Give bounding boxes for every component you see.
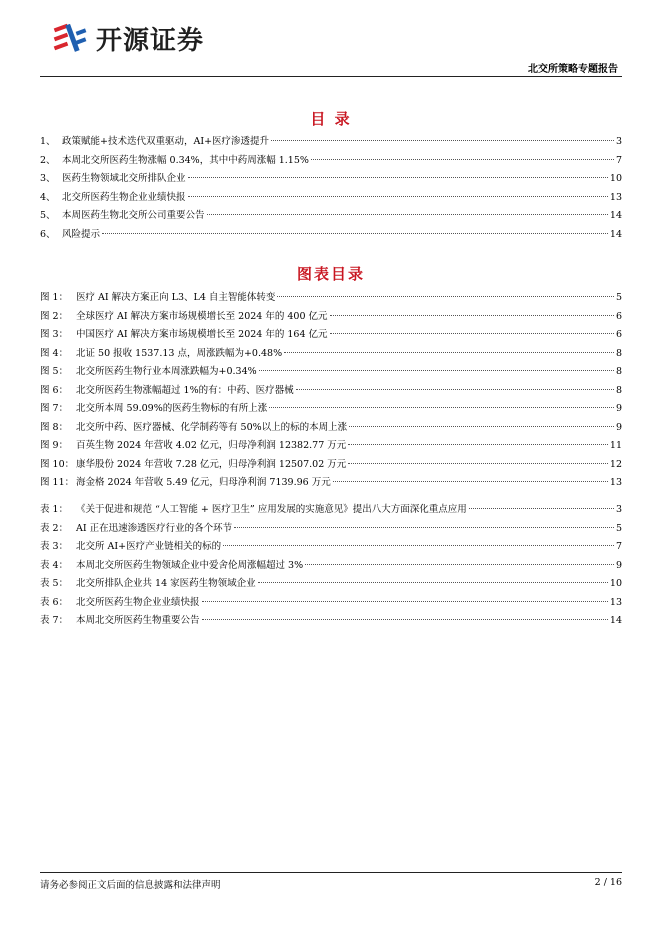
table-entry[interactable] [40,538,622,557]
footer-divider [40,872,622,873]
figure-entry[interactable] [40,474,622,493]
entry-title: AI 正在迅速渗透医疗行业的各个环节 [76,522,233,534]
table-entry[interactable] [40,612,622,631]
entry-number: 5、 [40,210,56,221]
entry-page-number: 13 [609,477,622,488]
dot-leader [330,315,614,316]
dot-leader [277,296,614,297]
toc-entry[interactable] [40,152,622,171]
entry-number: 6、 [40,228,56,240]
entry-page-number: 8 [615,384,622,396]
entry-number: 3、 [40,173,56,184]
entry-number: 表 7： [40,615,69,626]
dot-leader [234,527,614,528]
entry-page-number: 10 [609,578,622,589]
dot-leader [330,333,614,334]
dot-leader [188,177,608,178]
entry-title: 百英生物 2024 年营收 4.02 亿元，归母净利润 12382.77 万元 [76,440,347,451]
logo-mark-icon [52,22,90,56]
entry-number: 2、 [40,154,56,166]
entry-number: 1、 [40,136,56,147]
figure-entry[interactable] [40,382,622,401]
toc-entry[interactable] [40,189,622,208]
toc-entry[interactable] [40,133,622,152]
entry-number: 图 4： [40,347,69,359]
entry-page-number: 8 [615,366,622,377]
dot-leader [202,601,608,602]
entry-page-number: 14 [609,228,622,240]
entry-title: 海金格 2024 年营收 5.49 亿元，归母净利润 7139.96 万元 [76,477,331,488]
figure-entry[interactable] [40,437,622,456]
toc-title: 目 录 [310,110,352,128]
table-entry[interactable] [40,594,622,613]
entry-number: 表 4： [40,559,69,571]
entry-page-number: 13 [609,191,622,203]
entry-title: 北证 50 报收 1537.13 点，周涨跌幅为+0.48% [76,347,283,359]
toc-list [40,133,622,244]
entry-number: 图 3： [40,329,69,340]
entry-title: 北交所医药生物企业业绩快报 [62,191,186,203]
entry-number: 图 6： [40,384,69,396]
entry-page-number: 6 [615,310,622,322]
toc-entry[interactable] [40,226,622,245]
dot-leader [207,214,608,215]
toc-entry[interactable] [40,207,622,226]
logo-text: 开源证券 [96,26,205,56]
entry-page-number: 5 [615,292,622,303]
figure-entry[interactable] [40,419,622,438]
entry-title: 《关于促进和规范 “人工智能 + 医疗卫生” 应用发展的实施意见》提出八大方面深化重点应用 [76,504,467,515]
entry-number: 图 11： [40,477,75,488]
entry-page-number: 3 [615,504,622,515]
header-divider [40,76,622,77]
entry-number: 表 1： [40,504,69,515]
entry-title: 本周北交所医药生物领域企业中爱舍伦周涨幅超过 3% [76,559,304,571]
dot-leader [311,159,614,160]
entry-title: 北交所中药、医疗器械、化学制药等有 50%以上的标的本周上涨 [76,421,348,433]
entry-page-number: 6 [615,329,622,340]
toc-entry[interactable] [40,170,622,189]
entry-page-number: 11 [609,440,622,451]
dot-leader [305,564,614,565]
entry-page-number: 10 [609,173,622,184]
dot-leader [469,508,614,509]
entry-page-number: 14 [609,210,622,221]
entry-title: 风险提示 [62,228,101,240]
dot-leader [258,582,608,583]
entry-page-number: 14 [609,615,622,626]
entry-title: 北交所医药生物行业本周涨跌幅为+0.34% [76,366,257,377]
entry-number: 表 5： [40,578,69,589]
dot-leader [296,389,614,390]
entry-number: 表 2： [40,522,69,534]
table-entry[interactable] [40,501,622,520]
entry-page-number: 7 [615,154,622,166]
dot-leader [271,140,614,141]
entry-number: 图 1： [40,292,69,303]
figures-title: 图表目录 [296,265,365,283]
figure-entry[interactable] [40,363,622,382]
table-entry[interactable] [40,520,622,539]
entry-title: 康华股份 2024 年营收 7.28 亿元，归母净利润 12507.02 万元 [76,458,347,470]
entry-page-number: 5 [615,522,622,534]
dot-leader [284,352,614,353]
dot-leader [102,233,608,234]
page-number: 2 / 16 [594,877,622,888]
entry-title: 北交所排队企业共 14 家医药生物领域企业 [76,578,256,589]
entry-title: 中国医疗 AI 解决方案市场规模增长至 2024 年的 164 亿元 [76,329,328,340]
figure-entry[interactable] [40,308,622,327]
footer-disclaimer: 请务必参阅正文后面的信息披露和法律声明 [40,880,221,891]
tables-list [40,501,622,631]
dot-leader [348,463,608,464]
figure-entry[interactable] [40,345,622,364]
dot-leader [349,426,614,427]
table-entry[interactable] [40,557,622,576]
dot-leader [202,619,608,620]
entry-number: 4、 [40,191,56,203]
dot-leader [259,370,614,371]
dot-leader [188,196,608,197]
entry-number: 图 8： [40,421,69,433]
entry-title: 政策赋能+技术迭代双重驱动，AI+医疗渗透提升 [62,136,270,147]
figure-entry[interactable] [40,289,622,308]
page-header [40,14,622,74]
entry-number: 表 6： [40,596,69,608]
entry-title: 本周北交所医药生物涨幅 0.34%，其中中药周涨幅 1.15% [62,154,309,166]
entry-page-number: 7 [615,541,622,552]
dot-leader [223,545,614,546]
entry-title: 本周医药生物北交所公司重要公告 [62,210,205,221]
entry-title: 医药生物领域北交所排队企业 [62,173,186,184]
figure-entry[interactable] [40,400,622,419]
entry-title: 全球医疗 AI 解决方案市场规模增长至 2024 年的 400 亿元 [76,310,328,322]
entry-page-number: 13 [609,596,622,608]
entry-page-number: 9 [615,421,622,433]
entry-page-number: 8 [615,347,622,359]
report-type: 北交所策略专题报告 [528,64,618,75]
figure-entry[interactable] [40,456,622,475]
entry-title: 本周北交所医药生物重要公告 [76,615,200,626]
entry-number: 图 10： [40,458,75,470]
entry-title: 北交所医药生物涨幅超过 1%的有：中药、医疗器械 [76,384,294,396]
figures-list [40,289,622,493]
dot-leader [269,407,614,408]
entry-title: 北交所医药生物企业业绩快报 [76,596,200,608]
entry-title: 北交所 AI+医疗产业链相关的标的 [76,541,222,552]
dot-leader [333,481,608,482]
entry-title: 北交所本周 59.09%的医药生物标的有所上涨 [76,403,268,414]
entry-number: 图 9： [40,440,69,451]
entry-title: 医疗 AI 解决方案正向 L3、L4 自主智能体转变 [76,292,276,303]
company-logo [52,20,204,57]
dot-leader [348,444,608,445]
entry-number: 图 7： [40,403,69,414]
entry-page-number: 3 [615,136,622,147]
figure-entry[interactable] [40,326,622,345]
entry-page-number: 9 [615,403,622,414]
entry-number: 表 3： [40,541,69,552]
entry-number: 图 2： [40,310,69,322]
entry-page-number: 9 [615,559,622,571]
table-entry[interactable] [40,575,622,594]
entry-number: 图 5： [40,366,69,377]
entry-page-number: 12 [609,458,622,470]
